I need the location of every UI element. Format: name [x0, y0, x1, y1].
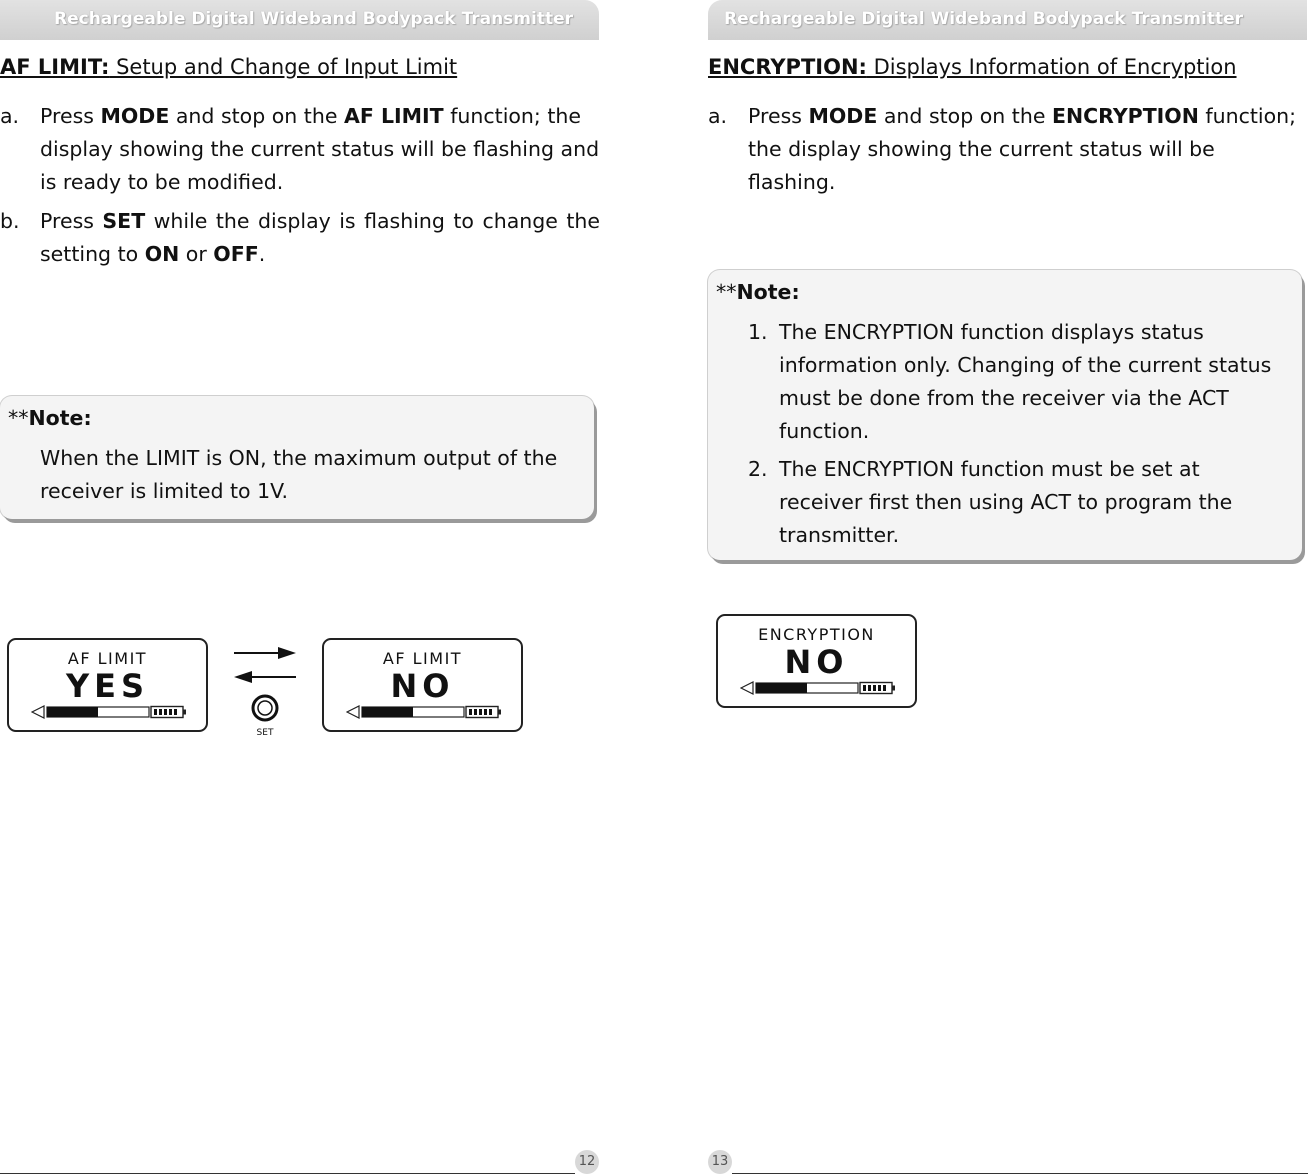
section-title-bold: ENCRYPTION: [708, 55, 867, 79]
step-label: b. [0, 209, 20, 233]
step-label: a. [708, 104, 728, 128]
note-label: **Note: [716, 280, 800, 304]
note-text: When the LIMIT is ON, the maximum output of the receiver is limited to 1V. [40, 446, 558, 503]
set-button-label: SET [256, 728, 274, 738]
note-item-number: 2. [748, 457, 768, 481]
lcd-line2: NO [390, 667, 455, 705]
note-box [708, 270, 1302, 560]
lcd-display-encryption [716, 614, 917, 708]
page-header: Rechargeable Digital Wideband Bodypack Transmitter [0, 0, 599, 40]
section-title-bold: AF LIMIT: [0, 55, 110, 79]
page-12 [0, 0, 600, 1175]
step-b [0, 205, 600, 271]
footer-rule [732, 1173, 1308, 1174]
note-item-text: The ENCRYPTION function displays status information only. Changing of the current status must be done from the receiver via the ACT function. [779, 320, 1272, 443]
level-battery-icon [740, 681, 898, 695]
page-number: 13 [708, 1150, 732, 1174]
page-header: Rechargeable Digital Wideband Bodypack Transmitter [708, 0, 1307, 40]
toggle-arrows-icon [230, 644, 300, 684]
step-text: Press MODE and stop on the ENCRYPTION function; the display showing the current status will be flashing. [748, 104, 1297, 194]
note-item [748, 316, 1288, 448]
lcd-display-no [322, 638, 523, 732]
step-text: Press MODE and stop on the AF LIMIT function; the display showing the current status will be flashing and is ready to be modified. [40, 104, 600, 194]
lcd-line2: NO [784, 643, 849, 681]
page-number: 12 [575, 1150, 599, 1174]
note-label: **Note: [8, 406, 92, 430]
level-battery-icon [346, 705, 504, 719]
page-13 [708, 0, 1308, 1175]
section-title-rest: Displays Information of Encryption [866, 55, 1237, 79]
step-label: a. [0, 104, 20, 128]
set-button-icon [251, 694, 279, 722]
section-title [0, 55, 457, 79]
section-title [708, 55, 1237, 79]
note-box [0, 396, 594, 519]
lcd-line2: YES [65, 667, 150, 705]
step-a [0, 100, 600, 199]
footer-rule [0, 1173, 575, 1174]
note-item [748, 453, 1288, 552]
lcd-line1: AF LIMIT [382, 649, 463, 668]
note-item-text: The ENCRYPTION function must be set at receiver first then using ACT to program the transmitter. [779, 457, 1233, 547]
level-battery-icon [31, 705, 189, 719]
lcd-display-yes [7, 638, 208, 732]
step-text: Press SET while the display is flashing to change the setting to ON or OFF. [40, 209, 600, 266]
section-title-rest: Setup and Change of Input Limit [109, 55, 458, 79]
lcd-line1: ENCRYPTION [758, 625, 875, 644]
step-a [708, 100, 1308, 199]
note-item-number: 1. [748, 320, 768, 344]
lcd-line1: AF LIMIT [67, 649, 148, 668]
